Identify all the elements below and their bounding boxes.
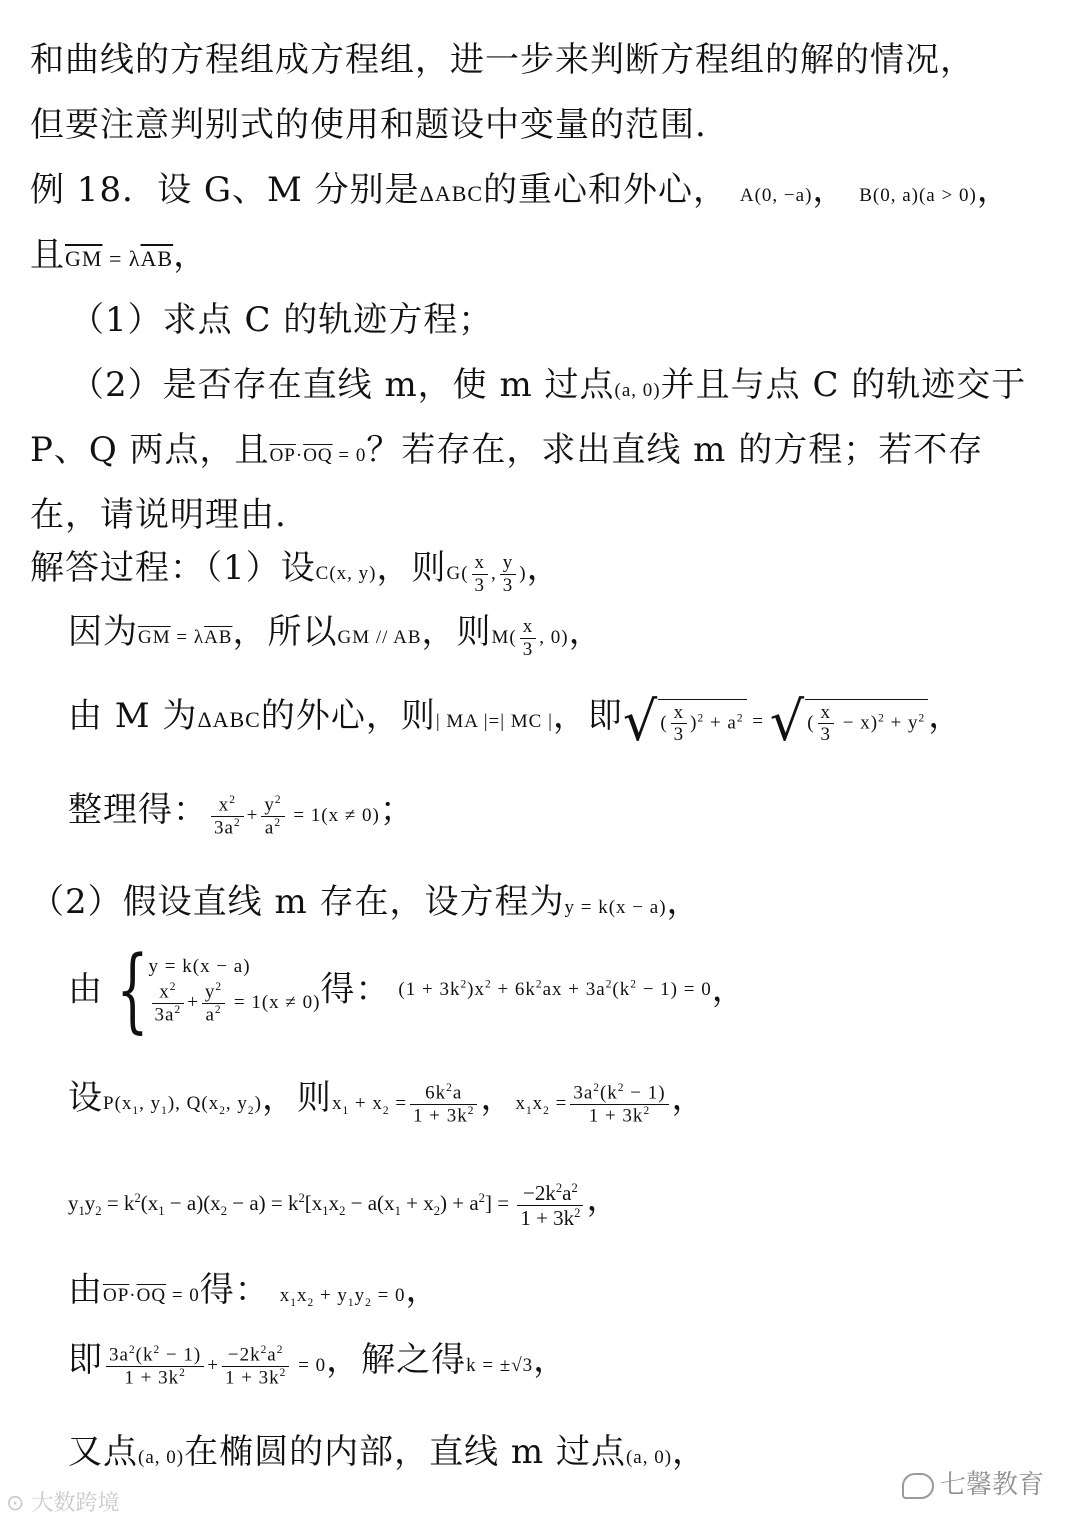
text: 因为 [68, 612, 138, 652]
sup: 2 [485, 978, 492, 991]
text: 且 [30, 235, 65, 275]
text: 由 M 为 [68, 695, 198, 736]
triangle-abc: ΔABC [419, 181, 484, 206]
vector-op: $\overline{OP}$ [269, 445, 296, 466]
watermark-right [902, 1464, 1044, 1501]
text: 整理得： [68, 790, 208, 830]
text: 1 + 3k [124, 1367, 180, 1389]
sub: 1 [525, 1104, 533, 1117]
point-c: C(x, y) [315, 563, 377, 584]
text: (k [599, 1082, 618, 1104]
sup: 2 [298, 1191, 305, 1205]
vector-ab: $\overline{AB}$ [204, 627, 233, 648]
text: ) [254, 1093, 262, 1114]
sub: 2 [433, 1204, 440, 1219]
text: ， [173, 235, 209, 275]
text: y [354, 1285, 366, 1306]
sup: 2 [467, 1105, 475, 1118]
sub: 2 [365, 1296, 372, 1309]
sup: 2 [605, 978, 613, 991]
frac-den: 3 [522, 639, 534, 661]
sum-of-roots [331, 1081, 481, 1127]
orthogonality-condition [68, 1270, 441, 1311]
sup: 2 [643, 1105, 651, 1118]
k-solution: k = ±√3 [466, 1355, 534, 1376]
circumcenter-m [491, 616, 569, 661]
sub: 2 [543, 1104, 550, 1117]
text: ， [666, 882, 702, 922]
sup: 2 [697, 711, 705, 724]
solution-step-2 [68, 612, 604, 661]
sub: 1 [132, 1104, 140, 1117]
text: + [246, 805, 259, 826]
text: 即 [68, 1340, 103, 1380]
text: ， [405, 1270, 441, 1310]
text: + a [704, 712, 737, 734]
centroid-g [446, 552, 527, 597]
text: − a(x [345, 1191, 395, 1215]
text: P、Q 两点，且 [30, 430, 270, 470]
vector-ab: $\overline{AB}$ [140, 246, 174, 271]
sup: 2 [260, 1343, 268, 1356]
radical-equation [622, 690, 928, 753]
text: 的外心，则 [260, 695, 436, 736]
sup: 2 [174, 1003, 182, 1016]
text: ， [928, 695, 964, 736]
text: = 1(x ≠ 0) [228, 991, 321, 1013]
frac-den: 3 [474, 575, 486, 597]
sub: 1 [158, 1204, 165, 1219]
text: （2）是否存在直线 m，使 m 过点 [70, 365, 615, 405]
text: (1 + 3k [398, 978, 461, 1000]
text: = 0 [371, 1285, 406, 1306]
text: ， [672, 1432, 708, 1472]
text: a [452, 1082, 463, 1104]
sup: 2 [215, 980, 223, 993]
y-product-derivation [68, 1180, 621, 1230]
text: = k [101, 1191, 135, 1215]
text: + y [884, 712, 919, 734]
text: = [549, 1093, 568, 1114]
dot: · [129, 1285, 137, 1306]
text: ； [379, 790, 415, 830]
text: 3a [214, 817, 234, 839]
text: ， [480, 1078, 516, 1118]
watermark-right-text: 七馨教育 [940, 1470, 1045, 1500]
sub: 2 [307, 1296, 315, 1309]
solve-k [68, 1340, 568, 1389]
vector-oq: $\overline{OQ}$ [303, 445, 333, 466]
text: = λ [102, 246, 141, 271]
wechat-icon [902, 1473, 934, 1499]
text: ，则 [376, 548, 447, 588]
sub: 1 [347, 1296, 355, 1309]
text: x [532, 1093, 544, 1114]
text: a [267, 1344, 277, 1366]
solution-step-1 [30, 548, 562, 597]
sub: 2 [219, 1104, 226, 1117]
text: x [279, 1285, 291, 1306]
text: 1 + 3k [413, 1105, 468, 1127]
ellipse-equation [68, 790, 415, 839]
text: ？若存在，求出直线 m 的方程；若不存 [366, 430, 984, 470]
system-row-2 [149, 981, 321, 1026]
text: − x) [837, 712, 879, 734]
text: y [84, 1191, 96, 1215]
text: G( [446, 563, 469, 584]
sup: 2 [736, 711, 744, 724]
text: 3a [573, 1082, 594, 1104]
vector-condition [30, 235, 208, 276]
sub: 1 [322, 1204, 329, 1219]
sup: 2 [460, 978, 468, 991]
sup: 2 [593, 1081, 600, 1094]
sup: 2 [446, 1081, 453, 1094]
text: x [297, 1285, 308, 1306]
text-line-1: 和曲线的方程组成方程组，进一步来判断方程组的解的情况， [30, 40, 975, 80]
frac-den: 3 [820, 724, 832, 746]
sup: 2 [276, 1343, 284, 1356]
point-a0: (a, 0) [614, 380, 661, 401]
text: ) [519, 563, 527, 584]
equation-system [68, 936, 747, 1043]
text: 得： [320, 969, 391, 1010]
text: ax + 3a [542, 978, 606, 1000]
triangle-abc: ΔABC [197, 706, 261, 732]
sup: 2 [878, 711, 885, 724]
text: ( [660, 712, 668, 734]
watermark-logo-icon: ⊙ [6, 1491, 25, 1516]
text: ( [807, 712, 815, 734]
text: x [515, 1093, 526, 1114]
text: ] = [484, 1191, 515, 1215]
sub: 2 [95, 1204, 102, 1219]
text: (x [140, 1191, 159, 1215]
sup: 2 [153, 1343, 161, 1356]
text: y [68, 1191, 79, 1215]
frac-den: 3 [673, 724, 685, 746]
sub: 2 [382, 1104, 390, 1117]
text: ，所以 [232, 612, 338, 652]
text: 在椭圆的内部，直线 m 过点 [184, 1432, 626, 1472]
sub: 2 [247, 1104, 255, 1117]
text: x [331, 1093, 343, 1114]
sub: 1 [394, 1204, 401, 1219]
sub: 1 [78, 1204, 85, 1219]
text: ， [533, 1340, 569, 1380]
system-row-1: y = k(x − a) [148, 956, 251, 978]
product-of-roots [515, 1081, 671, 1127]
points-pq [103, 1093, 262, 1117]
vector-gm: $\overline{GM}$ [138, 627, 171, 648]
text: , y [225, 1093, 248, 1114]
text: （2）假设直线 m 存在，设方程为 [30, 882, 565, 922]
point-b: B(0, a)(a > 0) [859, 185, 977, 206]
text: + y [314, 1285, 348, 1306]
text: 解答过程：（1）设 [30, 548, 316, 588]
question-2 [70, 365, 1026, 406]
text: 设 [68, 1078, 103, 1118]
vector-gm: $\overline{GM}$ [65, 246, 103, 271]
sup: 2 [229, 793, 236, 806]
question-2-cont [30, 430, 983, 471]
line-equation: y = k(x − a) [564, 897, 667, 918]
quadratic-equation [398, 979, 711, 1000]
sub: 1 [342, 1104, 350, 1117]
text: + x [349, 1093, 383, 1114]
text: y [204, 980, 216, 1002]
text: 得： [199, 1270, 270, 1310]
text: 并且与点 C 的轨迹交于 [660, 365, 1027, 405]
solution-part-2 [30, 882, 702, 923]
point-a0: (a, 0) [625, 1447, 673, 1468]
sub: 2 [220, 1204, 227, 1219]
text: = λ [170, 627, 205, 648]
text: 1 + 3k [224, 1367, 280, 1389]
point-a: A(0, −a) [739, 185, 813, 206]
text: [x [304, 1191, 323, 1215]
sup: 2 [279, 1367, 287, 1380]
example-18-statement [30, 170, 1012, 211]
text: , [491, 563, 497, 584]
text: , 0) [539, 627, 569, 648]
frac-num: x [520, 616, 537, 639]
text: ，则 [421, 612, 492, 652]
text: P(x [103, 1093, 133, 1114]
sup: 2 [630, 978, 637, 991]
text: −2k [523, 1180, 556, 1205]
text: )x [467, 978, 485, 1000]
sup: 2 [535, 978, 543, 991]
text: ) [690, 712, 698, 734]
sub: 1 [290, 1296, 297, 1309]
sub: 1 [161, 1104, 168, 1117]
sup: 2 [214, 1003, 222, 1016]
sup: 2 [574, 1205, 581, 1220]
text: ， [586, 1181, 622, 1218]
text: a [205, 1004, 215, 1026]
text: ) + a [440, 1191, 479, 1215]
sup: 2 [274, 793, 282, 806]
text: + [187, 991, 199, 1013]
sub: 2 [339, 1204, 346, 1219]
text: = 0 [332, 445, 367, 466]
text: − a) = k [226, 1191, 299, 1215]
text: = 1(x ≠ 0) [287, 805, 380, 826]
vector-op: $\overline{OP}$ [103, 1285, 130, 1306]
text: ， [711, 969, 747, 1010]
text: (k [612, 978, 631, 1000]
watermark-left-text: 大数跨境 [31, 1491, 120, 1516]
sup: 2 [478, 1191, 485, 1205]
text: x [218, 794, 230, 816]
text: y [264, 794, 275, 816]
sup: 2 [134, 1191, 141, 1205]
text: + x [400, 1191, 434, 1215]
text: (k [135, 1344, 154, 1366]
text: 由 [68, 969, 103, 1010]
text: x [328, 1191, 340, 1215]
sqrt-icon: √ [622, 690, 659, 753]
text: 3a [154, 1004, 175, 1026]
text: = 0 [166, 1285, 200, 1306]
text: 3a [109, 1344, 129, 1366]
text-line-2: 但要注意判别式的使用和题设中变量的范围. [30, 105, 707, 145]
text: −2k [227, 1344, 261, 1366]
text: ，则 [261, 1078, 332, 1118]
text: x [159, 980, 170, 1002]
interior-point-statement [68, 1432, 707, 1473]
watermark-left [6, 1486, 119, 1517]
text: M( [491, 627, 517, 648]
question-1: （1）求点 C 的轨迹方程； [70, 300, 494, 340]
text: + [207, 1355, 219, 1376]
frac-den: 3 [502, 575, 514, 597]
text: ), Q(x [167, 1093, 220, 1114]
text: ， [526, 548, 562, 588]
sup: 2 [918, 711, 926, 724]
text: 1 + 3k [588, 1105, 644, 1127]
parallel-statement: GM // AB [337, 627, 422, 648]
sup: 2 [617, 1081, 625, 1094]
text: ， [976, 170, 1012, 210]
text: − a)(x [164, 1191, 221, 1215]
text: = [746, 710, 770, 732]
sup: 2 [274, 817, 282, 830]
example-label: 例 18．设 G、M 分别是 [30, 170, 420, 210]
frac-num: x [818, 702, 835, 725]
text: − 1) = 0 [636, 978, 712, 1000]
text: ，即 [552, 695, 623, 736]
frac-num: x [472, 552, 489, 575]
text: ，解之得 [326, 1340, 467, 1380]
text: ， [671, 1078, 707, 1118]
vieta-formulas [68, 1078, 707, 1127]
frac-num: y [500, 552, 517, 575]
sup: 2 [571, 1180, 578, 1195]
text: 1 + 3k [520, 1205, 575, 1230]
text: = 0 [292, 1355, 327, 1376]
text: ， [812, 170, 848, 210]
solution-step-3 [68, 690, 963, 755]
sup: 2 [169, 980, 177, 993]
text: 由 [68, 1270, 103, 1310]
frac-num: x [671, 702, 688, 725]
sup: 2 [128, 1343, 136, 1356]
dot: · [295, 445, 304, 466]
sup: 2 [233, 817, 241, 830]
text: 6k [425, 1082, 447, 1104]
sqrt-icon: √ [769, 690, 806, 753]
sup: 2 [179, 1367, 186, 1380]
text: 的重心和外心， [483, 170, 729, 210]
vector-oq: $\overline{OQ}$ [136, 1285, 167, 1306]
text: + 6k [491, 978, 536, 1000]
text: ， [568, 612, 604, 652]
point-a0: (a, 0) [138, 1447, 185, 1468]
sup: 2 [555, 1180, 563, 1195]
text: − 1) [624, 1082, 666, 1104]
text: 又点 [68, 1432, 138, 1472]
text: − 1) [160, 1344, 202, 1366]
text: = [389, 1093, 408, 1114]
text: , y [139, 1093, 162, 1114]
question-2-end: 在，请说明理由. [30, 495, 287, 535]
brace-icon: { [116, 936, 150, 1043]
distance-equation: | MA |=| MC | [435, 710, 553, 732]
text: a [264, 817, 275, 839]
text: a [562, 1180, 572, 1205]
